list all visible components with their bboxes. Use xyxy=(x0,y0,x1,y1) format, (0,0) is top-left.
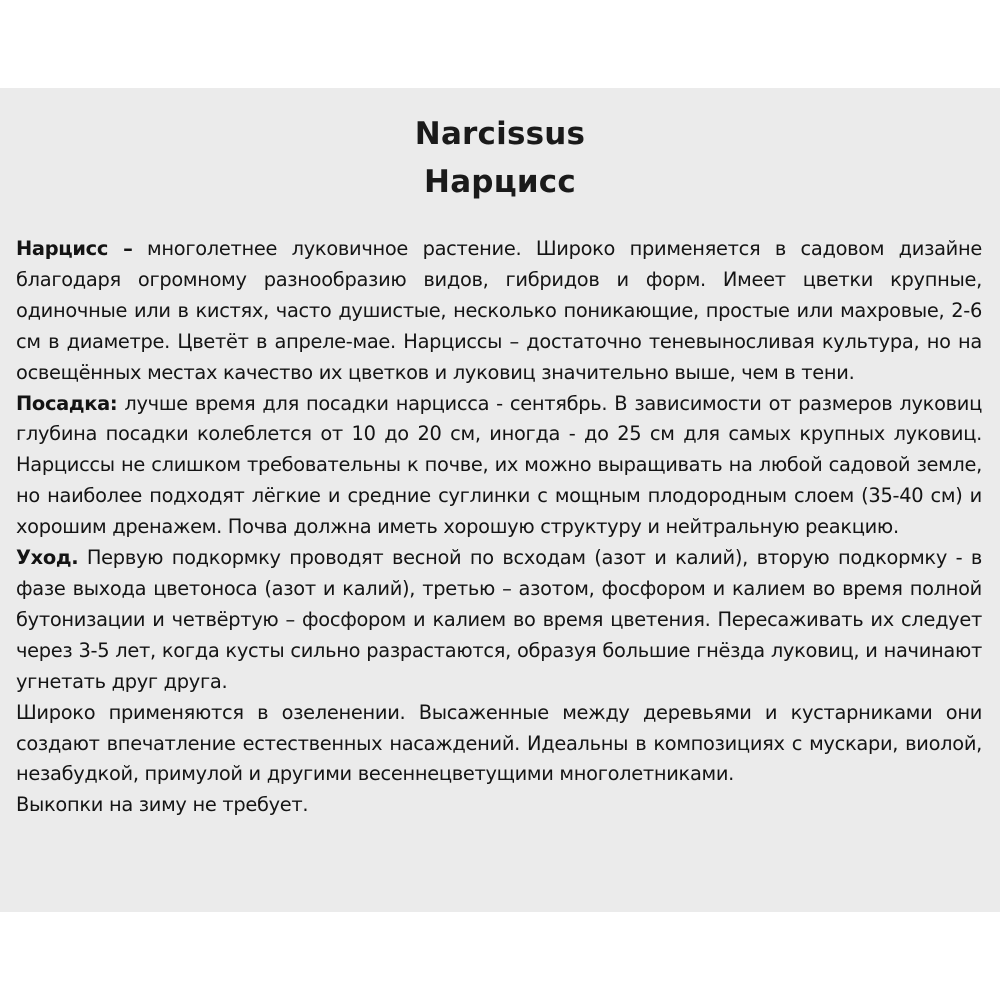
term-narcissus: Нарцисс – xyxy=(16,237,133,260)
term-care: Уход. xyxy=(16,546,79,570)
paragraph-care xyxy=(16,543,982,698)
paragraph-landscaping-text: Широко применяются в озеленении. Высаженные между деревьями и кустарниками они создают впечатление естественных насаждений. Идеальны в композициях с мускари, виолой, незабудкой, примулой и другими весеннецветущими многолетниками. xyxy=(16,700,982,786)
paragraph-description-text: многолетнее луковичное растение. Широко применяется в садовом дизайне благодаря огромному разнообразию видов, гибридов и форм. Имеет цветки крупные, одиночные или в кистях, часто душистые, несколько поникающие, простые или махровые, 2-6 см в диаметре. Цветёт в апреле-мае. Нарциссы – достаточно теневыносливая культура, но на освещённых местах качество их цветков и луковиц значительно выше, чем в тени. xyxy=(16,237,982,384)
paragraph-care-text: Первую подкормку проводят весной по всходам (азот и калий), вторую подкормку - в фазе выхода цветоноса (азот и калий), третью – азотом, фосфором и калием во время полной бутонизации и четвёртую – фосфором и калием во время цветения. Пересаживать их следует через 3-5 лет, когда кусты сильно разрастаются, образуя большие гнёзда луковиц, и начинают угнетать друг друга. xyxy=(16,546,982,693)
paragraph-planting-text: лучше время для посадки нарцисса - сентябрь. В зависимости от размеров луковиц глубина посадки колеблется от 10 до 20 см, иногда - до 25 см для самых крупных луковиц. Нарциссы не слишком требовательны к почве, их можно выращивать на любой садовой земле, но наиболее подходят лёгкие и средние суглинки с мощным плодородным слоем (35-40 см) и хорошим дренажем. Почва должна иметь хорошую структуру и нейтральную реакцию. xyxy=(16,391,982,539)
paragraph-winter xyxy=(16,790,982,821)
paragraph-description xyxy=(16,234,982,389)
term-planting: Посадка: xyxy=(16,391,118,415)
paragraph-landscaping xyxy=(16,698,982,791)
title-russian: Нарцисс xyxy=(424,164,576,200)
title-latin: Narcissus xyxy=(414,116,586,152)
title-block xyxy=(0,110,1000,206)
paragraph-winter-text: Выкопки на зиму не требует. xyxy=(16,793,309,817)
paragraph-planting xyxy=(16,389,982,544)
description-text xyxy=(16,234,982,821)
info-card xyxy=(0,88,1000,912)
